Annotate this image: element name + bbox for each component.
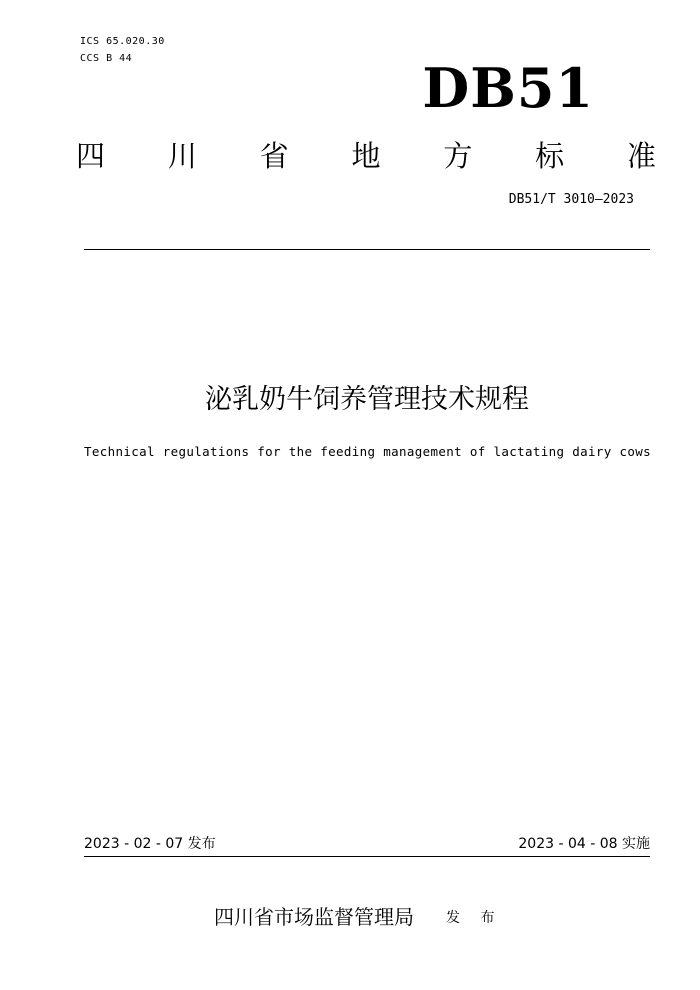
- standard-type-char: 四: [76, 138, 106, 173]
- standard-type-char: 川: [167, 138, 197, 173]
- standard-number: DB51/T 3010—2023: [508, 192, 634, 207]
- bottom-divider: [84, 856, 650, 857]
- standard-type-char: 标: [535, 138, 565, 173]
- ics-code: ICS 65.020.30: [80, 36, 165, 47]
- standard-type-char: 方: [443, 138, 473, 173]
- ccs-code: CCS B 44: [80, 53, 133, 64]
- standard-type-char: 省: [259, 138, 289, 173]
- document-title-chinese: 泌乳奶牛饲养管理技术规程: [205, 384, 529, 415]
- top-divider: [84, 249, 650, 250]
- issuer-name: 四川省市场监督管理局: [214, 905, 414, 929]
- standard-logo: DB51: [422, 56, 594, 120]
- release-date: 2023 - 02 - 07 发布: [84, 836, 216, 852]
- standard-type-char: 地: [351, 138, 381, 173]
- issuer-block: [214, 902, 502, 932]
- document-title-english: Technical regulations for the feeding management of lactating dairy cows: [84, 444, 652, 459]
- implementation-date: 2023 - 04 - 08 实施: [518, 836, 650, 852]
- standard-type-char: 准: [626, 138, 656, 173]
- standard-type-heading: [76, 134, 656, 174]
- issue-label: 发 布: [446, 910, 503, 926]
